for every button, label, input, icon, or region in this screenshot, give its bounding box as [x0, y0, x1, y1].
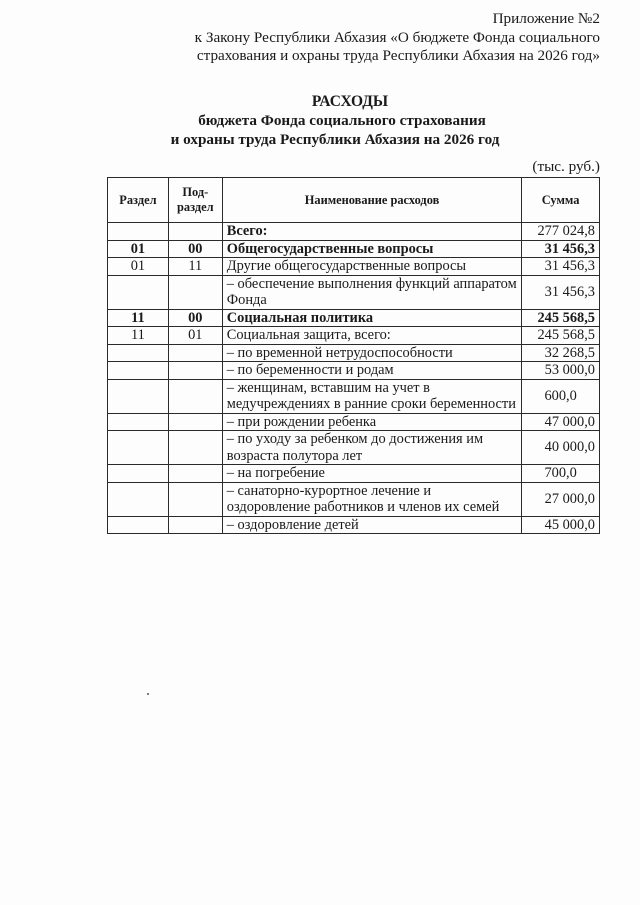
cell-podrazdel [168, 482, 222, 516]
cell-podrazdel: 01 [168, 327, 222, 345]
table-header-row [108, 178, 600, 223]
title-main: РАСХОДЫ [311, 93, 389, 110]
units-label: (тыс. руб.) [532, 158, 600, 175]
cell-podrazdel: 00 [168, 240, 222, 258]
cell-name: – по беременности и родам [222, 362, 522, 380]
cell-podrazdel [168, 516, 222, 534]
cell-razdel [108, 275, 169, 309]
cell-sum: 32 268,5 [522, 344, 600, 362]
cell-razdel: 11 [108, 309, 169, 327]
document-title [0, 92, 640, 149]
cell-sum: 245 568,5 [522, 327, 600, 345]
cell-podrazdel [168, 431, 222, 465]
cell-razdel [108, 362, 169, 380]
cell-name: Всего: [222, 223, 522, 241]
cell-razdel: 01 [108, 258, 169, 276]
table-row [108, 327, 600, 345]
column-header-sum [522, 178, 600, 223]
column-header-podrazdel-line2: раздел [177, 200, 214, 214]
cell-sum: 45 000,0 [522, 516, 600, 534]
cell-razdel [108, 465, 169, 483]
cell-razdel [108, 431, 169, 465]
column-header-razdel [108, 178, 169, 223]
cell-name: Другие общегосударственные вопросы [222, 258, 522, 276]
cell-sum: 600,0 [522, 379, 600, 413]
cell-name: Социальная защита, всего: [222, 327, 522, 345]
expenditure-table [107, 177, 600, 534]
cell-name: Общегосударственные вопросы [222, 240, 522, 258]
title-subtitle-2: и охраны труда Республики Абхазия на 2026 год [170, 131, 500, 148]
cell-podrazdel [168, 344, 222, 362]
appendix-label: Приложение №2 [492, 10, 600, 27]
table-row [108, 223, 600, 241]
table-row [108, 240, 600, 258]
cell-razdel [108, 223, 169, 241]
table-row [108, 465, 600, 483]
cell-sum: 245 568,5 [522, 309, 600, 327]
column-header-name-label: Наименование расходов [304, 192, 440, 207]
column-header-name [222, 178, 522, 223]
cell-podrazdel [168, 379, 222, 413]
cell-podrazdel [168, 465, 222, 483]
appendix-header [195, 10, 600, 66]
cell-podrazdel: 11 [168, 258, 222, 276]
table-row [108, 516, 600, 534]
cell-name: – оздоровление детей [222, 516, 522, 534]
cell-sum: 47 000,0 [522, 413, 600, 431]
cell-name: – по временной нетрудоспособности [222, 344, 522, 362]
cell-sum: 31 456,3 [522, 240, 600, 258]
cell-name: – обеспечение выполнения функций аппаратом Фонда [222, 275, 522, 309]
table-row [108, 482, 600, 516]
cell-podrazdel [168, 362, 222, 380]
law-reference-line-2: страхования и охраны труда Республики Абхазия на 2026 год» [196, 47, 600, 64]
law-reference-line-1: к Закону Республики Абхазия «О бюджете Фонда социального [194, 28, 600, 46]
cell-sum: 27 000,0 [522, 482, 600, 516]
cell-name: – санаторно-курортное лечение и оздоровление работников и членов их семей [222, 482, 522, 516]
cell-sum: 31 456,3 [522, 258, 600, 276]
cell-razdel: 01 [108, 240, 169, 258]
cell-name: – по уходу за ребенком до достижения им возраста полутора лет [222, 431, 522, 465]
column-header-podrazdel-line1: Под- [182, 185, 209, 199]
cell-podrazdel: 00 [168, 309, 222, 327]
cell-razdel [108, 413, 169, 431]
cell-podrazdel [168, 275, 222, 309]
scan-speck [147, 693, 149, 695]
cell-podrazdel [168, 413, 222, 431]
column-header-sum-label: Сумма [541, 192, 580, 207]
title-subtitle-1: бюджета Фонда социального страхования [198, 112, 486, 129]
cell-razdel: 11 [108, 327, 169, 345]
table-row [108, 309, 600, 327]
cell-razdel [108, 344, 169, 362]
table-row [108, 431, 600, 465]
cell-razdel [108, 482, 169, 516]
cell-sum: 40 000,0 [522, 431, 600, 465]
table-row [108, 413, 600, 431]
table-row [108, 379, 600, 413]
cell-name: Социальная политика [222, 309, 522, 327]
cell-name: – на погребение [222, 465, 522, 483]
cell-podrazdel [168, 223, 222, 241]
cell-sum: 277 024,8 [522, 223, 600, 241]
table-row [108, 258, 600, 276]
cell-razdel [108, 379, 169, 413]
column-header-razdel-label: Раздел [119, 192, 157, 207]
table-row [108, 275, 600, 309]
cell-razdel [108, 516, 169, 534]
cell-sum: 53 000,0 [522, 362, 600, 380]
cell-sum: 31 456,3 [522, 275, 600, 309]
cell-name: – при рождении ребенка [222, 413, 522, 431]
table-row [108, 344, 600, 362]
column-header-podrazdel [168, 178, 222, 223]
table-row [108, 362, 600, 380]
cell-sum: 700,0 [522, 465, 600, 483]
cell-name: – женщинам, вставшим на учет в медучреждениях в ранние сроки беременности [222, 379, 522, 413]
